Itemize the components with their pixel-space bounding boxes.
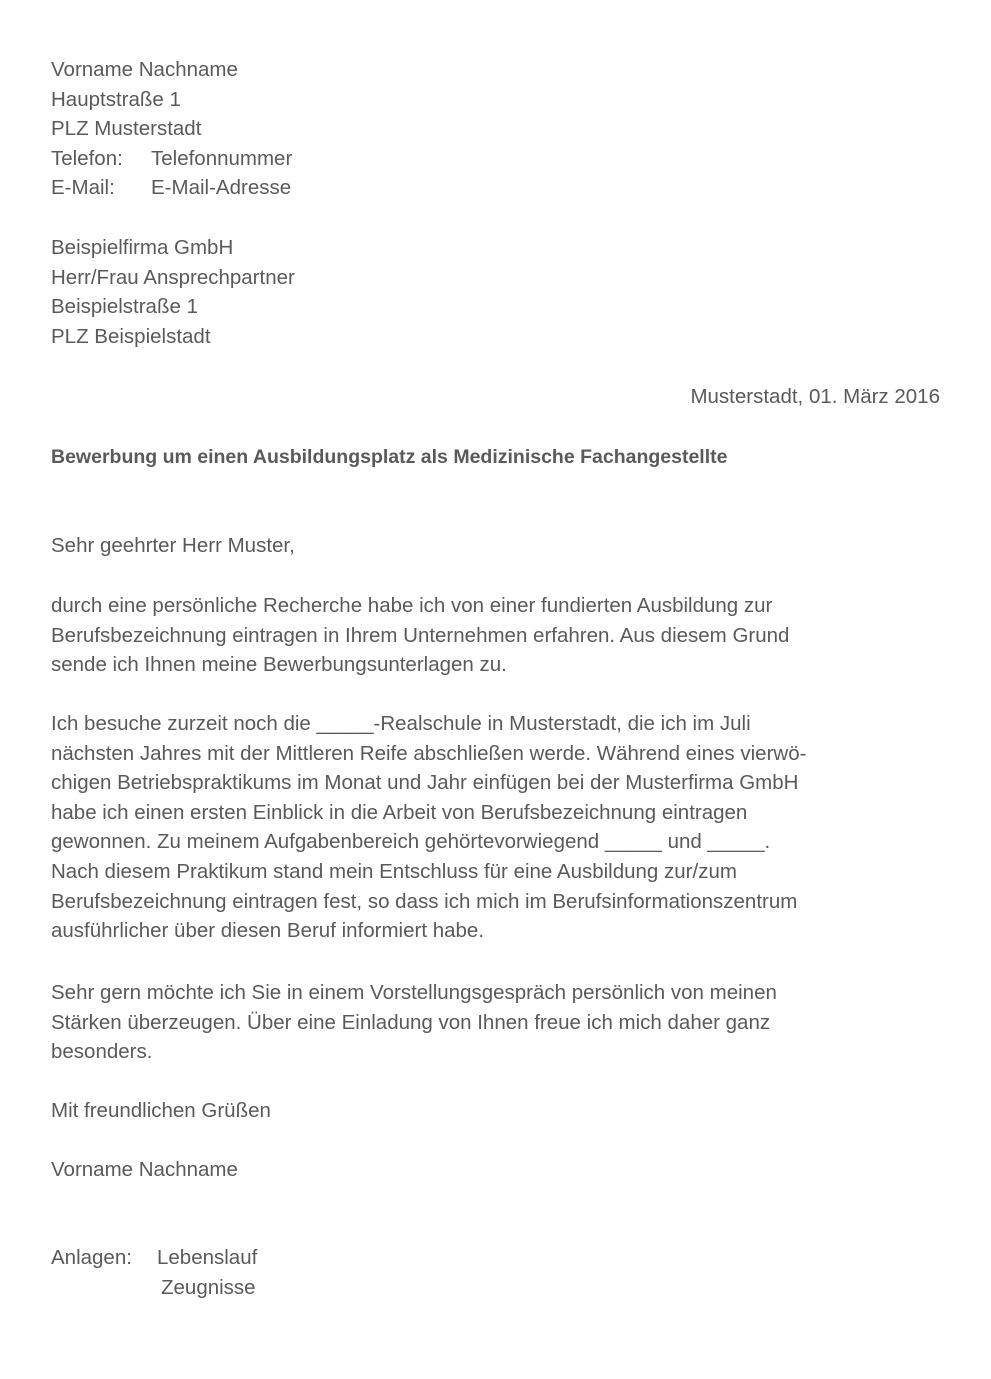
enclosures-block [51,1243,257,1302]
letter-date: Musterstadt, 01. März 2016 [690,385,940,408]
letter-subject: Bewerbung um einen Ausbildungsplatz als Medizinische Fachangestellte [51,446,728,468]
recipient-street: Beispielstraße 1 [51,295,198,319]
paragraph-line: habe ich einen ersten Einblick in die Arbeit von Berufsbezeichnung eintragen [51,800,748,824]
recipient-contact: Herr/Frau Ansprechpartner [51,265,295,289]
paragraph-closing [51,978,777,1067]
paragraph-line: Sehr gern möchte ich Sie in einem Vorstellungsgespräch persönlich von meinen [51,981,777,1004]
enclosures-row [51,1273,257,1303]
paragraph-intro [51,591,789,680]
paragraph-line: sende ich Ihnen meine Bewerbungsunterlagen zu. [51,653,507,677]
sender-phone-label: Telefon: [51,146,123,170]
paragraph-line: durch eine persönliche Recherche habe ich von einer fundierten Ausbildung zur [51,594,773,617]
sender-address-block [51,55,292,203]
enclosure-item: Zeugnisse [161,1275,256,1299]
paragraph-line: besonders. [51,1040,153,1064]
sender-email-row [51,173,292,203]
paragraph-line: Berufsbezeichnung eintragen fest, so dass ich mich im Berufsinformationszentrum [51,889,798,913]
letter-salutation: Sehr geehrter Herr Muster, [51,534,295,557]
sender-phone-row [51,144,292,174]
paragraph-line: gewonnen. Zu meinem Aufgabenbereich gehörtevorwiegend _____ und _____. [51,830,771,854]
sender-email-label: E-Mail: [51,176,115,200]
letter-closing: Mit freundlichen Grüßen [51,1099,271,1122]
letter-signature: Vorname Nachname [51,1158,238,1181]
sender-email-value: E-Mail-Adresse [151,176,292,200]
paragraph-line: chigen Betriebspraktikums im Monat und Jahr einfügen bei der Musterfirma GmbH [51,771,799,795]
paragraph-line: Nach diesem Praktikum stand mein Entschluss für eine Ausbildung zur/zum [51,859,737,883]
sender-street: Hauptstraße 1 [51,87,181,111]
paragraph-background [51,709,806,946]
recipient-address-block [51,233,295,351]
paragraph-line: ausführlicher über diesen Beruf informiert habe. [51,919,485,943]
sender-city: PLZ Musterstadt [51,117,202,141]
paragraph-line: nächsten Jahres mit der Mittleren Reife abschließen werde. Während eines vierwö- [51,741,807,765]
paragraph-line: Ich besuche zurzeit noch die _____-Realschule in Musterstadt, die ich im Juli [51,712,751,735]
paragraph-line: Berufsbezeichnung eintragen in Ihrem Unternehmen erfahren. Aus diesem Grund [51,623,790,647]
recipient-company: Beispielfirma GmbH [51,236,234,259]
sender-phone-value: Telefonnummer [151,146,293,170]
paragraph-line: Stärken überzeugen. Über eine Einladung von Ihnen freue ich mich daher ganz [51,1010,771,1034]
enclosure-item: Lebenslauf [157,1246,258,1269]
enclosures-label: Anlagen: [51,1246,132,1269]
recipient-city: PLZ Beispielstadt [51,324,211,348]
sender-name: Vorname Nachname [51,58,238,81]
enclosures-row [51,1243,257,1273]
